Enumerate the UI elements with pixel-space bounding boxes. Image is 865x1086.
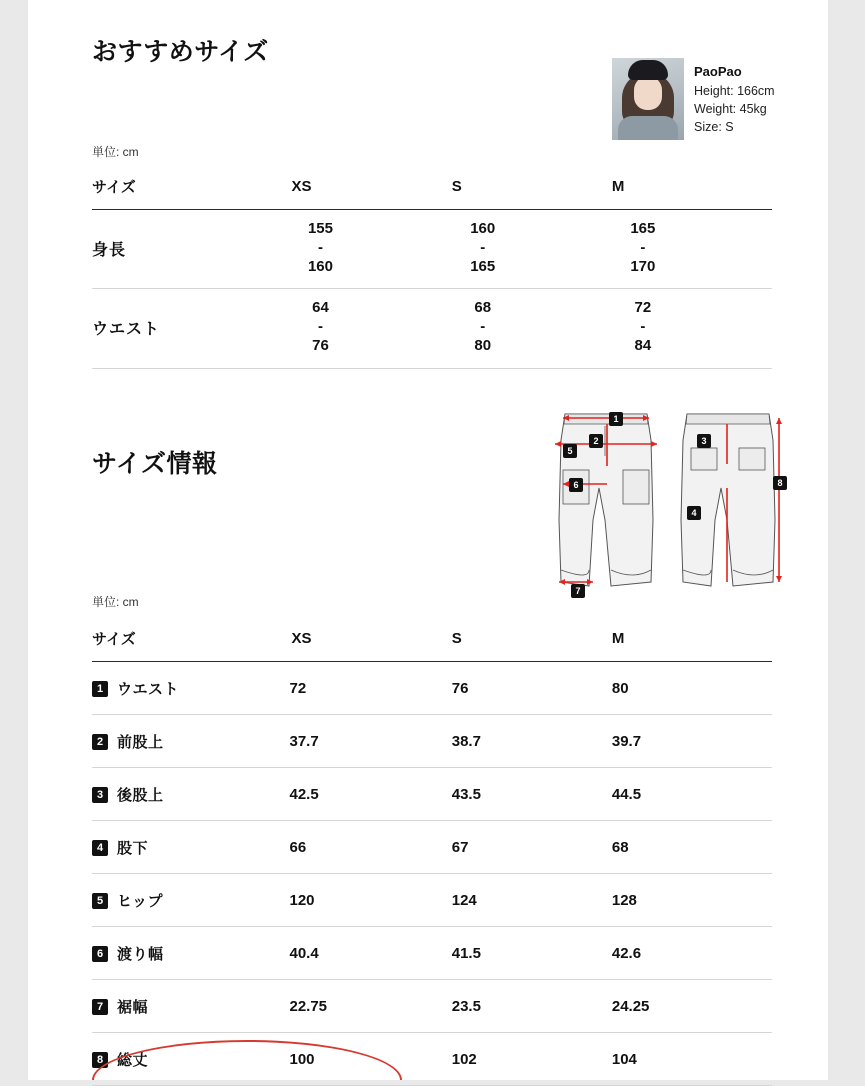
measurement-name: 前股上 [117,734,164,751]
value-min: 160 [470,220,496,237]
marker-badge-1: 1 [92,681,108,697]
value-min: 72 [634,299,652,317]
measurement-label [92,927,289,980]
table-header-row [92,168,772,210]
cell-xs: 100 [289,1033,451,1086]
cell-height-s [452,210,612,289]
table-row [92,874,772,927]
svg-text:3: 3 [701,436,707,446]
measurement-label [92,768,289,821]
range-dash: - [640,238,646,256]
value-min: 165 [630,220,656,237]
column-header-size: サイズ [92,168,289,210]
cell-m: 44.5 [612,768,772,821]
column-header-xs: XS [289,620,451,662]
marker-badge-5: 5 [92,893,108,909]
table-row [92,210,772,289]
highlight-arc [72,1040,412,1080]
cell-s: 67 [452,821,612,874]
table-row [92,289,772,368]
cell-waist-m [612,289,772,368]
table-row [92,715,772,768]
marker-badge-7: 7 [92,999,108,1015]
range-dash: - [480,238,486,256]
value-max: 84 [634,336,652,354]
unit-label-recommend: 単位: cm [92,145,139,159]
row-label-height: 身長 [92,210,289,289]
table-header-row [92,620,772,662]
marker-badge-8: 8 [92,1052,108,1068]
column-header-size: サイズ [92,620,289,662]
value-max: 80 [474,336,492,354]
cell-waist-xs [289,289,451,368]
cell-xs: 66 [289,821,451,874]
model-height: Height: 166cm [694,84,775,98]
size-info-title: サイズ情報 [92,450,218,478]
cell-m: 68 [612,821,772,874]
cell-xs: 37.7 [289,715,451,768]
measurement-name: 渡り幅 [117,946,164,963]
cell-s: 76 [452,662,612,715]
cell-xs: 72 [289,662,451,715]
cell-xs: 22.75 [289,980,451,1033]
pants-measurement-diagram [547,400,797,615]
column-header-s: S [452,168,612,210]
model-name: PaoPao [694,64,742,79]
measurement-name: 裾幅 [117,999,149,1016]
column-header-xs: XS [289,168,451,210]
column-header-m: M [612,168,772,210]
cell-m: 80 [612,662,772,715]
cell-m: 39.7 [612,715,772,768]
measurement-name: 股下 [117,840,149,857]
cell-s: 124 [452,874,612,927]
value-max: 160 [307,257,333,275]
measurement-name: 総丈 [117,1052,149,1069]
cell-xs: 120 [289,874,451,927]
marker-badge-2: 2 [92,734,108,750]
range-dash: - [640,318,646,335]
measurement-label [92,980,289,1033]
model-weight: Weight: 45kg [694,102,767,116]
cell-s: 102 [452,1033,612,1086]
cell-height-m [612,210,772,289]
cell-xs: 40.4 [289,927,451,980]
range-dash: - [317,238,323,256]
value-max: 76 [312,336,329,354]
model-size: Size: S [694,120,734,134]
model-photo [612,58,684,140]
unit-label-sizeinfo: 単位: cm [92,595,139,609]
cell-m: 104 [612,1033,772,1086]
table-row [92,662,772,715]
cell-s: 41.5 [452,927,612,980]
marker-badge-3: 3 [92,787,108,803]
page-content [92,0,783,1080]
svg-text:8: 8 [777,478,783,488]
svg-text:2: 2 [593,436,599,446]
svg-text:6: 6 [573,480,579,490]
cell-s: 43.5 [452,768,612,821]
cell-s: 38.7 [452,715,612,768]
marker-badge-4: 4 [92,840,108,856]
table-row [92,768,772,821]
cell-m: 24.25 [612,980,772,1033]
measurement-label [92,715,289,768]
page-title: おすすめサイズ [92,38,269,66]
measurement-label [92,874,289,927]
value-max: 170 [630,257,656,275]
value-min: 68 [474,299,492,317]
cell-height-xs [289,210,451,289]
cell-m: 128 [612,874,772,927]
measurement-label [92,821,289,874]
svg-text:7: 7 [575,586,581,596]
cell-s: 23.5 [452,980,612,1033]
value-min: 155 [307,220,333,237]
cell-xs: 42.5 [289,768,451,821]
marker-badge-6: 6 [92,946,108,962]
column-header-s: S [452,620,612,662]
svg-text:4: 4 [691,508,697,518]
table-row [92,927,772,980]
model-info-card [612,58,782,140]
measurement-label [92,662,289,715]
cell-m: 42.6 [612,927,772,980]
range-dash: - [480,318,486,335]
size-info-table [92,620,772,1086]
table-row [92,980,772,1033]
range-dash: - [317,318,323,335]
size-guide-page [28,0,828,1080]
value-min: 64 [312,299,329,317]
measurement-name: ヒップ [117,893,164,910]
measurement-name: ウエスト [117,681,180,698]
svg-text:5: 5 [567,446,573,456]
column-header-m: M [612,620,772,662]
svg-text:1: 1 [613,414,619,424]
table-row [92,821,772,874]
row-label-waist: ウエスト [92,289,289,368]
recommended-size-table [92,168,772,369]
value-max: 165 [470,257,496,275]
cell-waist-s [452,289,612,368]
measurement-name: 後股上 [117,787,164,804]
